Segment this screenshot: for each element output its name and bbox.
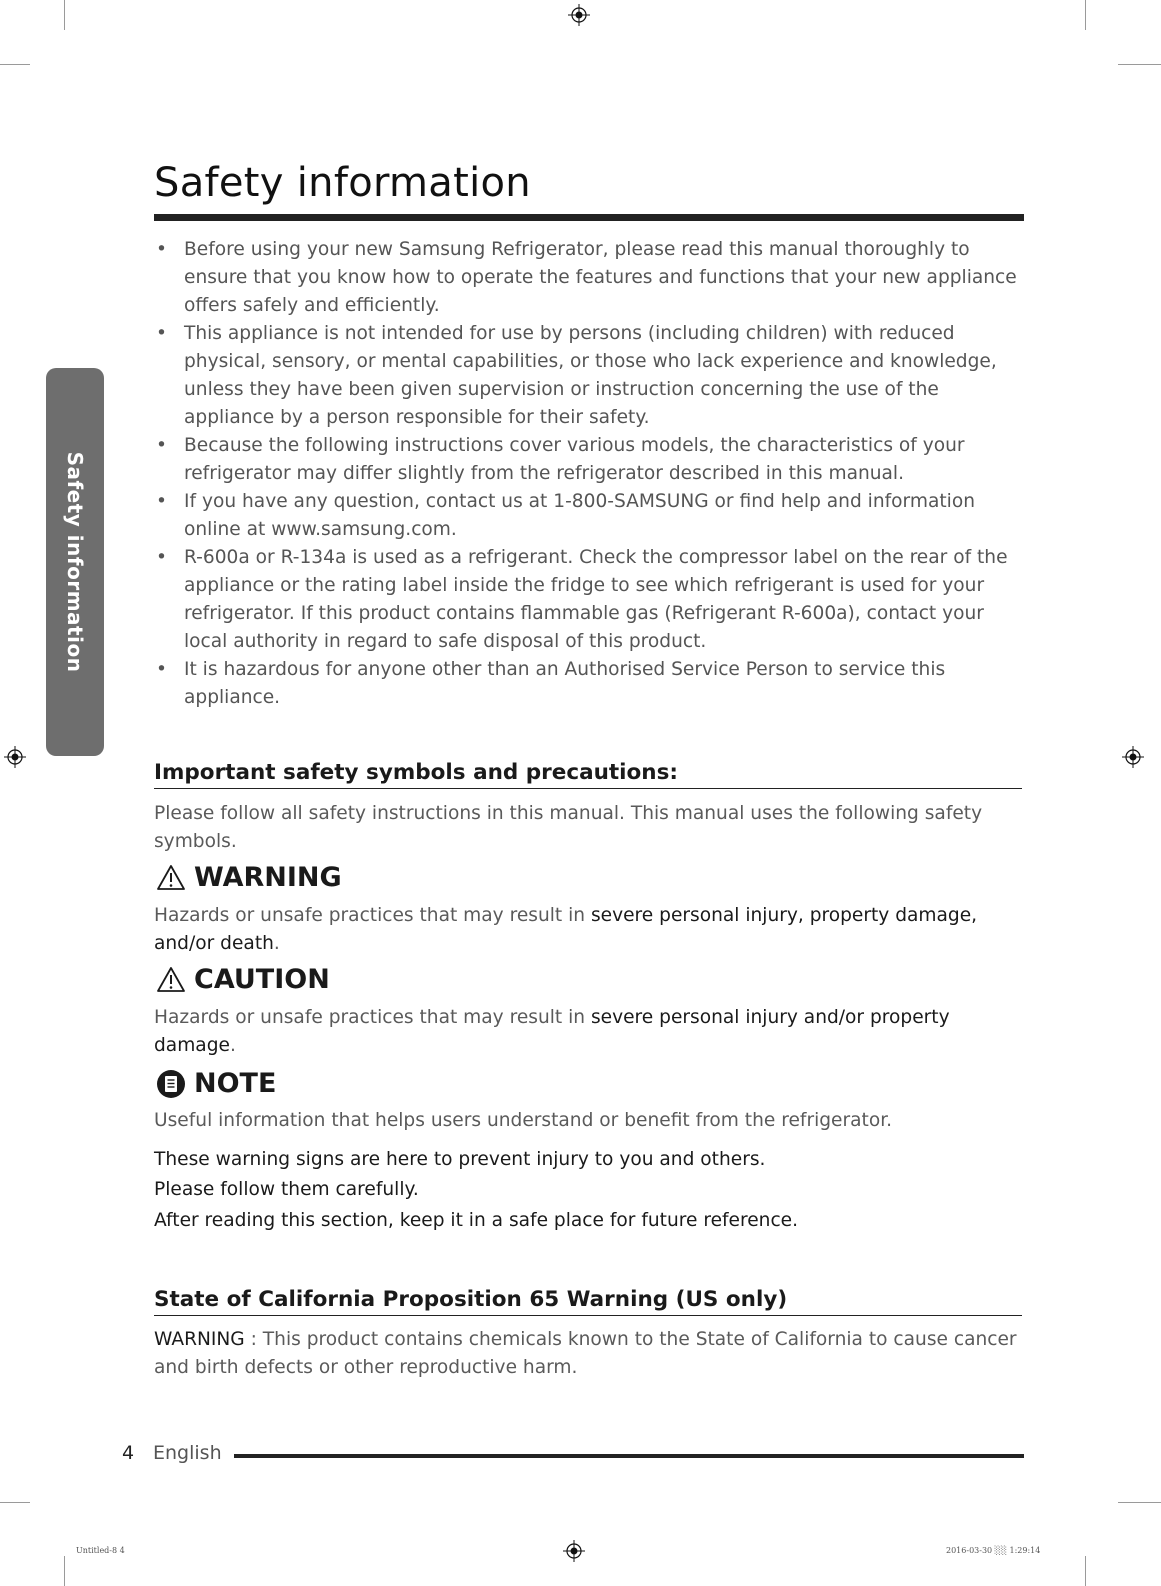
caution-text-strong: severe personal injury and/or property damage: [154, 1007, 950, 1056]
note-heading: [156, 1068, 276, 1099]
caution-text-lead: Hazards or unsafe practices that may result in: [154, 1007, 591, 1028]
reminder-line: Please follow them carefully.: [154, 1179, 419, 1200]
caution-label: CAUTION: [194, 964, 330, 995]
page-title: Safety information: [154, 160, 531, 206]
footer-rule: [234, 1454, 1024, 1458]
crop-mark-top-right-v: [1085, 0, 1086, 30]
print-slug-right: 2016-03-30 ░░ 1:29:14: [946, 1546, 1041, 1555]
registration-mark-icon: [4, 746, 26, 768]
note-text: Useful information that helps users understand or benefit from the refrigerator.: [154, 1110, 893, 1131]
warning-triangle-icon: [156, 864, 186, 891]
print-slug-left: Untitled-8 4: [76, 1546, 125, 1555]
reminder-line: After reading this section, keep it in a safe place for future reference.: [154, 1210, 799, 1231]
warning-triangle-icon: [156, 966, 186, 993]
prop65-warning-label: WARNING: [154, 1329, 245, 1350]
prop65-body: : This product contains chemicals known to the State of California to cause cancer and birth defects or other reproductive harm.: [154, 1329, 1017, 1378]
list-item: • It is hazardous for anyone other than an Authorised Service Person to service this appliance.: [154, 656, 1024, 712]
list-item: • Because the following instructions cover various models, the characteristics of your refrigerator may differ slightly from the refrigerator described in this manual.: [154, 432, 1024, 488]
warning-label: WARNING: [194, 862, 342, 893]
crop-mark-bottom-left-v: [64, 1556, 65, 1586]
crop-mark-bottom-right-h: [1118, 1502, 1161, 1503]
registration-mark-icon: [1122, 746, 1144, 768]
symbols-section-heading: Important safety symbols and precautions:: [154, 760, 1022, 789]
safety-bullet-list: [154, 236, 1024, 712]
list-item: • If you have any question, contact us at 1-800-SAMSUNG or find help and information online at www.samsung.com.: [154, 488, 1024, 544]
warning-heading: [156, 862, 342, 893]
crop-mark-top-left-v: [64, 0, 65, 30]
footer-language: English: [153, 1442, 222, 1464]
warning-text: [154, 902, 1024, 958]
warning-text-end: .: [273, 933, 280, 954]
crop-mark-bottom-right-v: [1085, 1556, 1086, 1586]
symbols-section-intro: Please follow all safety instructions in this manual. This manual uses the following safety symbols.: [154, 803, 983, 852]
note-label: NOTE: [194, 1068, 277, 1099]
side-tab-label: Safety information: [63, 451, 87, 673]
caution-text-end: .: [229, 1035, 236, 1056]
registration-mark-icon: [568, 4, 590, 26]
crop-mark-top-right-h: [1118, 64, 1161, 65]
note-icon: [156, 1069, 186, 1099]
side-section-tab: [46, 368, 104, 756]
crop-mark-top-left-h: [0, 64, 30, 65]
crop-mark-bottom-left-h: [0, 1502, 30, 1503]
caution-text: [154, 1004, 1024, 1060]
list-item: • Before using your new Samsung Refrigerator, please read this manual thoroughly to ensure that you know how to operate the features and functions that your new appliance offers safely and efficiently.: [154, 236, 1024, 320]
title-rule: [154, 214, 1024, 221]
list-item: • R-600a or R-134a is used as a refrigerant. Check the compressor label on the rear of the appliance or the rating label inside the fridge to see which refrigerant is used for your refrigerator. If this product contains flammable gas (Refrigerant R-600a), contact your local authority in regard to safe disposal of this product.: [154, 544, 1024, 656]
warning-text-strong: severe personal injury, property damage, and/or death: [154, 905, 978, 954]
page-number: 4: [122, 1442, 135, 1464]
prop65-heading: State of California Proposition 65 Warning (US only): [154, 1287, 1022, 1316]
warning-text-lead: Hazards or unsafe practices that may result in: [154, 905, 591, 926]
reminder-line: These warning signs are here to prevent injury to you and others.: [154, 1149, 766, 1170]
registration-mark-icon: [563, 1540, 585, 1562]
prop65-text: [154, 1326, 1024, 1382]
caution-heading: [156, 964, 330, 995]
list-item: • This appliance is not intended for use by persons (including children) with reduced physical, sensory, or mental capabilities, or those who lack experience and knowledge, unless they have been given supervision or instruction concerning the use of the appliance by a person responsible for their safety.: [154, 320, 1024, 432]
